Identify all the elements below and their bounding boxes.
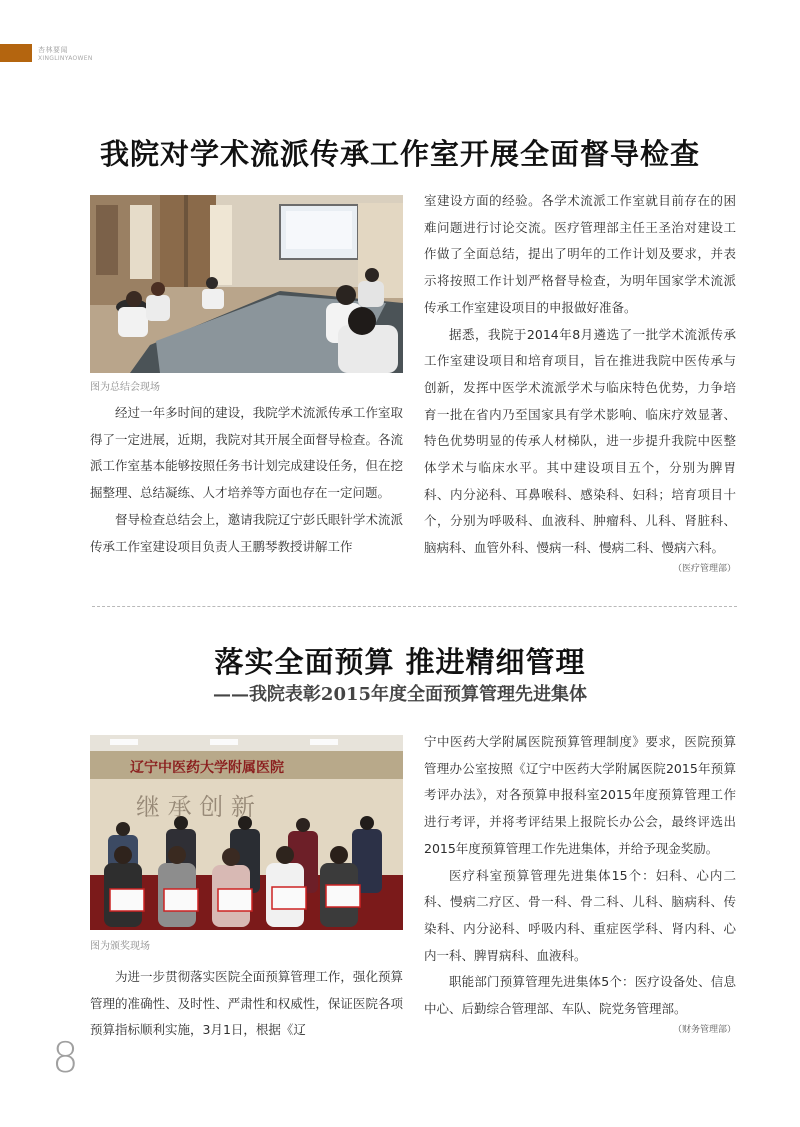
- article2-paragraph: 医疗科室预算管理先进集体15个：妇科、心内二科、慢病二疗区、骨一科、骨二科、儿科、脑病科、传染科、内分泌科、呼吸内科、重症医学科、肾内科、心内一科、脾胃病科、血液科。: [424, 867, 736, 963]
- award-ceremony-illustration: [90, 735, 403, 930]
- meeting-room-illustration: [90, 195, 403, 373]
- article2-right-column: [424, 729, 736, 1037]
- article1-title: 我院对学术流派传承工作室开展全面督导检查: [99, 137, 700, 171]
- article-divider: [92, 606, 737, 607]
- article2-paragraph: 宁中医药大学附属医院预算管理制度》要求，医院预算管理办公室按照《辽宁中医药大学附属医院2015年预算考评办法》，对各预算申报科室2015年度预算管理工作进行考评，并将考评结果上报院长办公会，最终评选出2015年度预算管理工作先进集体，并给予现金奖励。: [424, 734, 737, 856]
- article1-right-column: [424, 188, 736, 576]
- article1-paragraph: 经过一年多时间的建设，我院学术流派传承工作室取得了一定进展，近期，我院对其开展全面督导检查。各流派工作室基本能够按照任务书计划完成建设任务，但在挖掘整理、总结凝练、人才培养等方面也存在一定问题。: [90, 405, 403, 501]
- article1-paragraph: 督导检查总结会上，邀请我院辽宁彭氏眼针学术流派传承工作室建设项目负责人王鹏琴教授讲解工作: [90, 511, 403, 554]
- article2-photo: [90, 735, 403, 930]
- article2-title: 落实全面预算 推进精细管理: [214, 645, 586, 679]
- ceremony-banner-slogan: 继 承 创 新: [136, 793, 255, 821]
- article2-photo-caption: 图为颁奖现场: [90, 941, 150, 952]
- article1-paragraph: 据悉，我院于2014年8月遴选了一批学术流派传承工作室建设项目和培育项目，旨在推进我院中医传承与创新，发挥中医学术流派学术与临床特色优势，力争培育一批在省内乃至国家具有学术影响、临床疗效显著、特色优势明显的传承人材梯队，进一步提升我院中医整体学术与临床水平。其中建设项目五个，分别为脾胃科、内分泌科、耳鼻喉科、感染科、妇科；培育项目十个，分别为呼吸科、血液科、肿瘤科、儿科、肾脏科、脑病科、血管外科、慢病一科、慢病二科、慢病六科。: [424, 326, 736, 556]
- article1-department: （医疗管理部）: [672, 563, 736, 574]
- article1-left-column: [90, 400, 403, 560]
- article2-paragraph: 为进一步贯彻落实医院全面预算管理工作，强化预算管理的准确性、及时性、严肃性和权威性，保证医院各项预算指标顺利实施，3月1日，根据《辽: [90, 969, 403, 1038]
- ceremony-banner-text: 辽宁中医药大学附属医院: [130, 760, 284, 776]
- section-name: 杏林要闻: [38, 46, 68, 54]
- article1-paragraph: 室建设方面的经验。各学术流派工作室就目前存在的困难问题进行讨论交流。医疗管理部主任王圣治对建设工作做了全面总结，提出了明年的工作计划及要求，并表示将按照工作计划严格督导检查，为明年国家学术流派传承工作室建设项目的申报做好准备。: [424, 193, 736, 315]
- article2-department: （财务管理部）: [672, 1024, 736, 1035]
- article1-photo-caption: 图为总结会现场: [90, 382, 160, 393]
- article2-paragraph: 职能部门预算管理先进集体5个：医疗设备处、信息中心、后勤综合管理部、车队、院党务管理部。: [424, 974, 736, 1017]
- page-number: 8: [52, 1033, 79, 1082]
- article2-left-column: [90, 964, 403, 1044]
- article2-subtitle: ——我院表彰2015年度全面预算管理先进集体: [212, 684, 588, 705]
- section-name-pinyin: XINGLINYAOWEN: [38, 55, 93, 62]
- section-color-tab: [0, 44, 32, 62]
- article1-photo: [90, 195, 403, 373]
